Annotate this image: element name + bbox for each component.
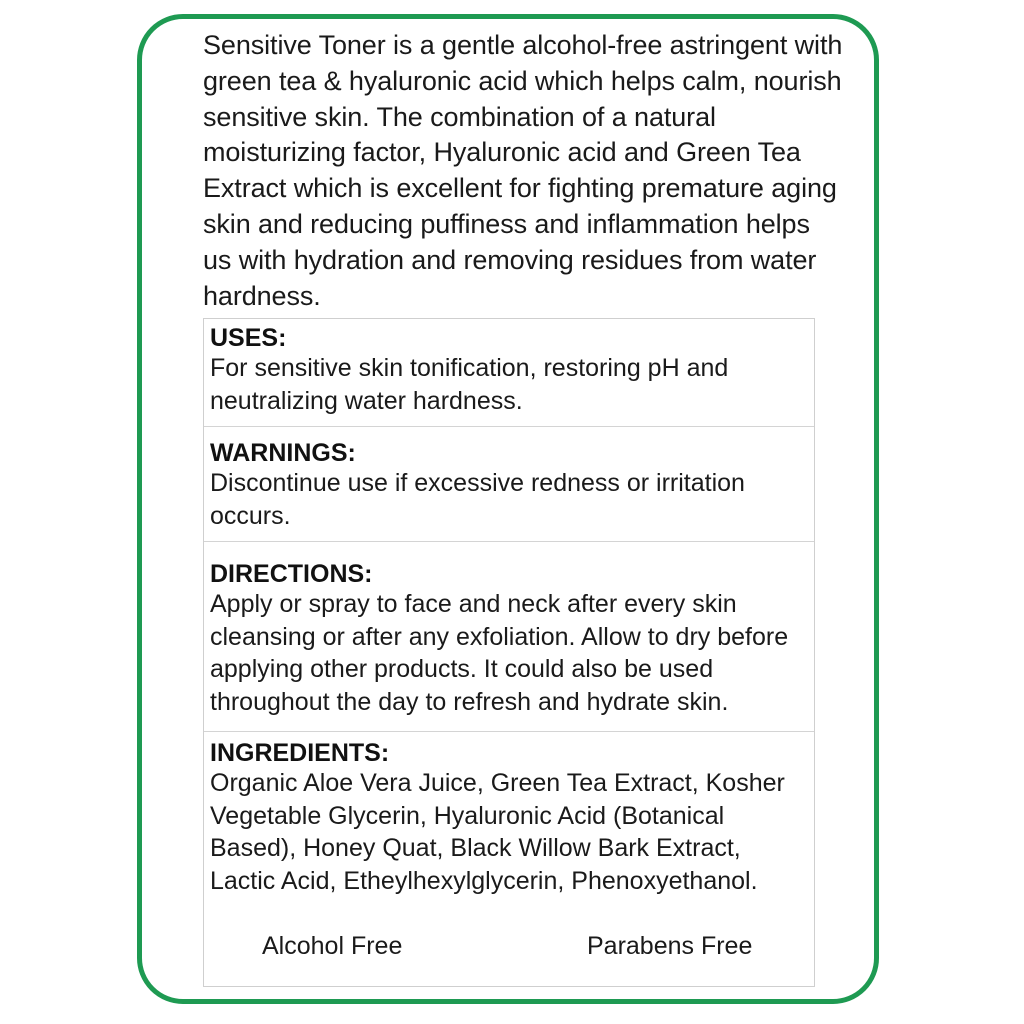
- section-divider: [204, 731, 814, 732]
- product-description: [203, 28, 843, 314]
- ingredients-text: Organic Aloe Vera Juice, Green Tea Extract, Kosher Vegetable Glycerin, Hyaluronic Acid (Botanical Based), Honey Quat, Black Willow Bark Extract, Lactic Acid, Etheylhexylglycerin, Phenoxyethanol.: [210, 769, 785, 895]
- uses-text: For sensitive skin tonification, restoring pH and neutralizing water hardness.: [210, 354, 729, 415]
- uses-section: [204, 324, 814, 417]
- warnings-heading: WARNINGS:: [210, 439, 356, 467]
- info-table: [203, 318, 815, 987]
- directions-section: [204, 560, 814, 718]
- alcohol-free-label: Alcohol Free: [262, 932, 403, 960]
- section-divider: [204, 541, 814, 542]
- directions-text: Apply or spray to face and neck after every skin cleansing or after any exfoliation. Allow to dry before applying other products. It could also be used throughout the day to refresh and hydrate skin.: [210, 590, 789, 716]
- ingredients-heading: INGREDIENTS:: [210, 739, 390, 767]
- section-divider: [204, 426, 814, 427]
- warnings-section: [204, 439, 814, 532]
- ingredients-section: [204, 739, 814, 897]
- product-name: Sensitive Toner: [203, 30, 386, 60]
- directions-heading: DIRECTIONS:: [210, 560, 373, 588]
- parabens-free-label: Parabens Free: [587, 932, 753, 960]
- uses-heading: USES:: [210, 324, 287, 352]
- product-description-text: is a gentle alcohol-free astringent with green tea & hyaluronic acid which helps calm, nourish sensitive skin. The combination of a natural moisturizing factor, Hyaluronic acid and Green Tea Extract which is excellent for fighting premature aging skin and reducing puffiness and inflammation helps us with hydration and removing residues from water hardness.: [203, 30, 843, 311]
- warnings-text: Discontinue use if excessive redness or irritation occurs.: [210, 469, 745, 530]
